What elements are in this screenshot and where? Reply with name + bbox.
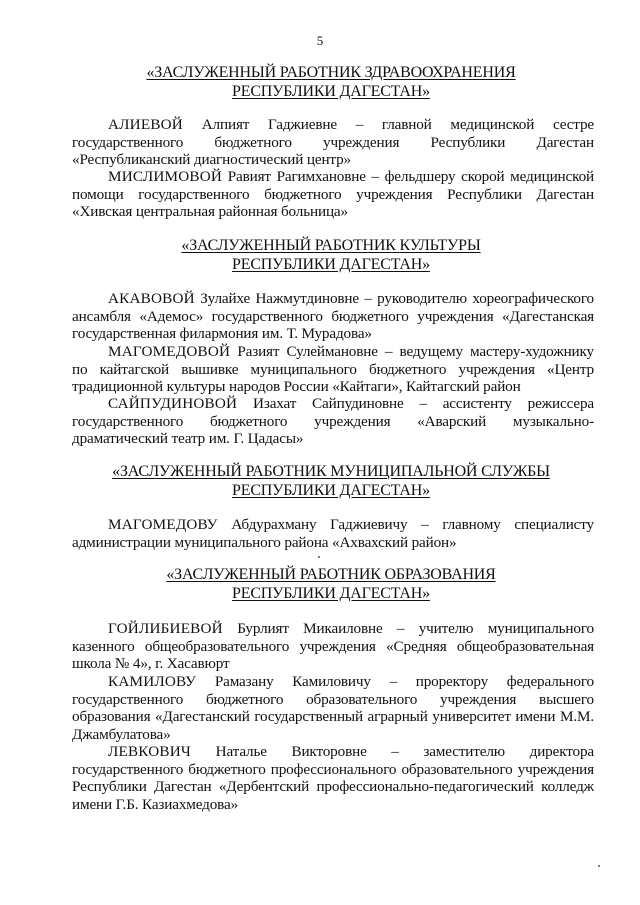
award-entry — [72, 516, 594, 551]
recipient-details: Изахат Сайпудиновне – ассистенту режиссера государственного бюджетного учреждения «Аварский музыкально-драматический театр им. Г. Цадасы» — [72, 395, 594, 447]
section-heading-line1: «ЗАСЛУЖЕННЫЙ РАБОТНИК МУНИЦИПАЛЬНОЙ СЛУЖБЫ — [112, 463, 550, 480]
section-heading-line1: «ЗАСЛУЖЕННЫЙ РАБОТНИК ОБРАЗОВАНИЯ — [166, 566, 496, 583]
page-number: 5 — [316, 33, 324, 48]
recipient-details: Равият Рагимхановне – фельдшеру скорой медицинской помощи государственного бюджетного учреждения Республики Дагестан «Хивская центральная районная больница» — [72, 168, 594, 220]
section-heading-line1: «ЗАСЛУЖЕННЫЙ РАБОТНИК КУЛЬТУРЫ — [181, 237, 481, 254]
section-heading-line2: РЕСПУБЛИКИ ДАГЕСТАН» — [232, 256, 430, 273]
recipient-details: Разият Сулеймановне – ведущему мастеру-художнику по кайтагской вышивке муниципального бюджетного учреждения «Центр традиционной культуры народов России «Кайтаги», Кайтагский район — [72, 343, 594, 395]
award-entry — [72, 168, 594, 221]
recipient-details: Абдурахману Гаджиевичу – главному специалисту администрации муниципального района «Ахвахский район» — [72, 516, 594, 551]
recipient-details: Бурлият Микаиловне – учителю муниципального казенного общеобразовательного учреждения «Средняя общеобразовательная школа № 4», г. Хасавюрт — [72, 620, 594, 672]
section-heading-line2: РЕСПУБЛИКИ ДАГЕСТАН» — [232, 482, 430, 499]
recipient-details: Рамазану Камиловичу – проректору федерального государственного бюджетного образовательного учреждения высшего образования «Дагестанский государственный аграрный университет имени М.М. Джамбулатова» — [72, 673, 594, 743]
recipient-name: САЙПУДИНОВОЙ — [108, 395, 238, 412]
award-entry — [72, 116, 594, 169]
recipient-details: Зулайхе Нажмутдиновне – руководителю хореографического ансамбля «Адемос» государственного бюджетного учреждения «Дагестанская государственная филармония им. Т. Мурадова» — [72, 290, 594, 342]
recipient-name: КАМИЛОВУ — [108, 673, 197, 690]
section-heading-municipal-service — [70, 462, 592, 500]
award-entry — [72, 673, 594, 743]
section-heading-line1: «ЗАСЛУЖЕННЫЙ РАБОТНИК ЗДРАВООХРАНЕНИЯ — [146, 64, 516, 81]
section-heading-line2: РЕСПУБЛИКИ ДАГЕСТАН» — [232, 585, 430, 602]
recipient-name: ЛЕВКОВИЧ — [108, 743, 191, 760]
recipient-name: МАГОМЕДОВУ — [108, 516, 218, 533]
award-entry — [72, 620, 594, 673]
award-entry — [72, 343, 594, 396]
recipient-name: ГОЙЛИБИЕВОЙ — [108, 620, 223, 637]
award-entry — [72, 743, 594, 813]
scan-speck — [598, 865, 600, 867]
section-heading-line2: РЕСПУБЛИКИ ДАГЕСТАН» — [232, 83, 430, 100]
recipient-details: Алпият Гаджиевне – главной медицинской сестре государственного бюджетного учреждения Республики Дагестан «Республиканский диагностический центр» — [72, 116, 594, 168]
recipient-details: Наталье Викторовне – заместителю директора государственного бюджетного профессионального образовательного учреждения Республики Дагестан «Дербентский профессионально-педагогический колледж имени Г.Б. Казиахмедова» — [72, 743, 594, 813]
award-entry — [72, 290, 594, 343]
section-heading-healthcare — [70, 63, 592, 101]
section-heading-culture — [70, 236, 592, 274]
recipient-name: АКАВОВОЙ — [108, 290, 195, 307]
section-heading-education — [70, 565, 592, 603]
scan-speck — [318, 556, 320, 558]
recipient-name: МАГОМЕДОВОЙ — [108, 343, 231, 360]
recipient-name: МИСЛИМОВОЙ — [108, 168, 223, 185]
recipient-name: АЛИЕВОЙ — [108, 116, 183, 133]
award-entry — [72, 395, 594, 448]
